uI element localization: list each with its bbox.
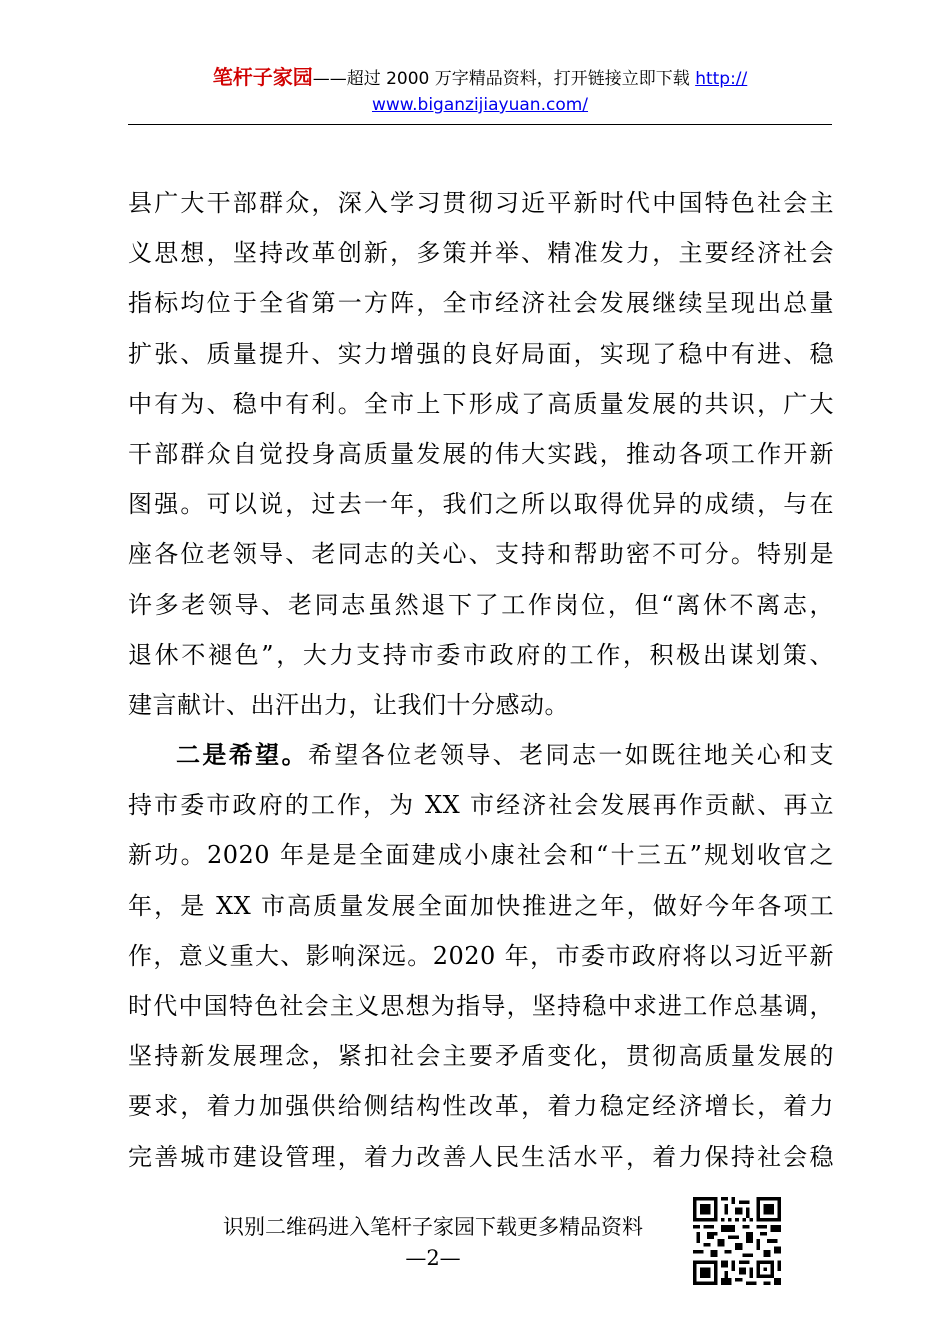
brand-name: 笔杆子家园 [212,65,313,89]
header-description: ——超过 2000 万字精品资料，打开链接立即下载 [312,69,696,89]
text-line: 完善城市建设管理，着力改善人民生活水平，着力保持社会稳 [128,1142,834,1171]
download-link-url[interactable]: www.biganzijiayuan.com/ [371,95,589,115]
text-line: 中有为、稳中有利。全市上下形成了高质量发展的共识，广大 [128,389,834,418]
text-line: 新功。2020 年是是全面建成小康社会和“十三五”规划收官之 [128,841,834,870]
paragraph-1 [128,178,834,730]
paragraph-2 [128,780,834,1182]
text-line: 许多老领导、老同志虽然退下了工作岗位，但“离休不离志， [128,590,834,619]
header-divider [128,124,832,125]
text-line: 退休不褪色”，大力支持市委市政府的工作，积极出谋划策、 [128,640,834,669]
footer-caption: 识别二维码进入笔杆子家园下载更多精品资料 [223,1215,643,1239]
text-line: 县广大干部群众，深入学习贯彻习近平新时代中国特色社会主 [128,189,834,217]
text-line: 坚持新发展理念，紧扣社会主要矛盾变化，贯彻高质量发展的 [128,1042,834,1071]
text-line: 持市委市政府的工作，为 XX 市经济社会发展再作贡献、再立 [128,791,834,820]
page-header [128,64,832,118]
text-line: 作，意义重大、影响深远。2020 年，市委市政府将以习近平新 [128,941,834,970]
text-line: 建言献计、出汗出力，让我们十分感动。 [128,690,569,719]
text-line: 时代中国特色社会主义思想为指导，坚持稳中求进工作总基调， [128,992,834,1020]
paragraph-2-first-line [128,730,834,780]
text-line: 扩张、质量提升、实力增强的良好局面，实现了稳中有进、稳 [128,339,834,368]
text-line: 年，是 XX 市高质量发展全面加快推进之年，做好今年各项工 [128,891,834,920]
qr-code-icon[interactable] [693,1197,781,1285]
page-number: —2— [405,1246,461,1270]
text-line: 指标均位于全省第一方阵，全市经济社会发展继续呈现出总量 [128,289,834,318]
text-line: 干部群众自觉投身高质量发展的伟大实践，推动各项工作开新 [128,439,834,468]
text-line: 图强。可以说，过去一年，我们之所以取得优异的成绩，与在 [128,490,834,519]
document-body [128,178,834,1182]
text-line: 义思想，坚持改革创新，多策并举、精准发力，主要经济社会 [128,239,834,268]
download-link[interactable]: http:// [695,69,748,89]
paragraph-2-lead: 二是希望。 [176,741,308,770]
paragraph-2-first-text: 希望各位老领导、老同志一如既往地关心和支 [307,741,834,770]
text-line: 要求，着力加强供给侧结构性改革，着力稳定经济增长，着力 [128,1092,834,1121]
text-line: 座各位老领导、老同志的关心、支持和帮助密不可分。特别是 [128,540,834,569]
